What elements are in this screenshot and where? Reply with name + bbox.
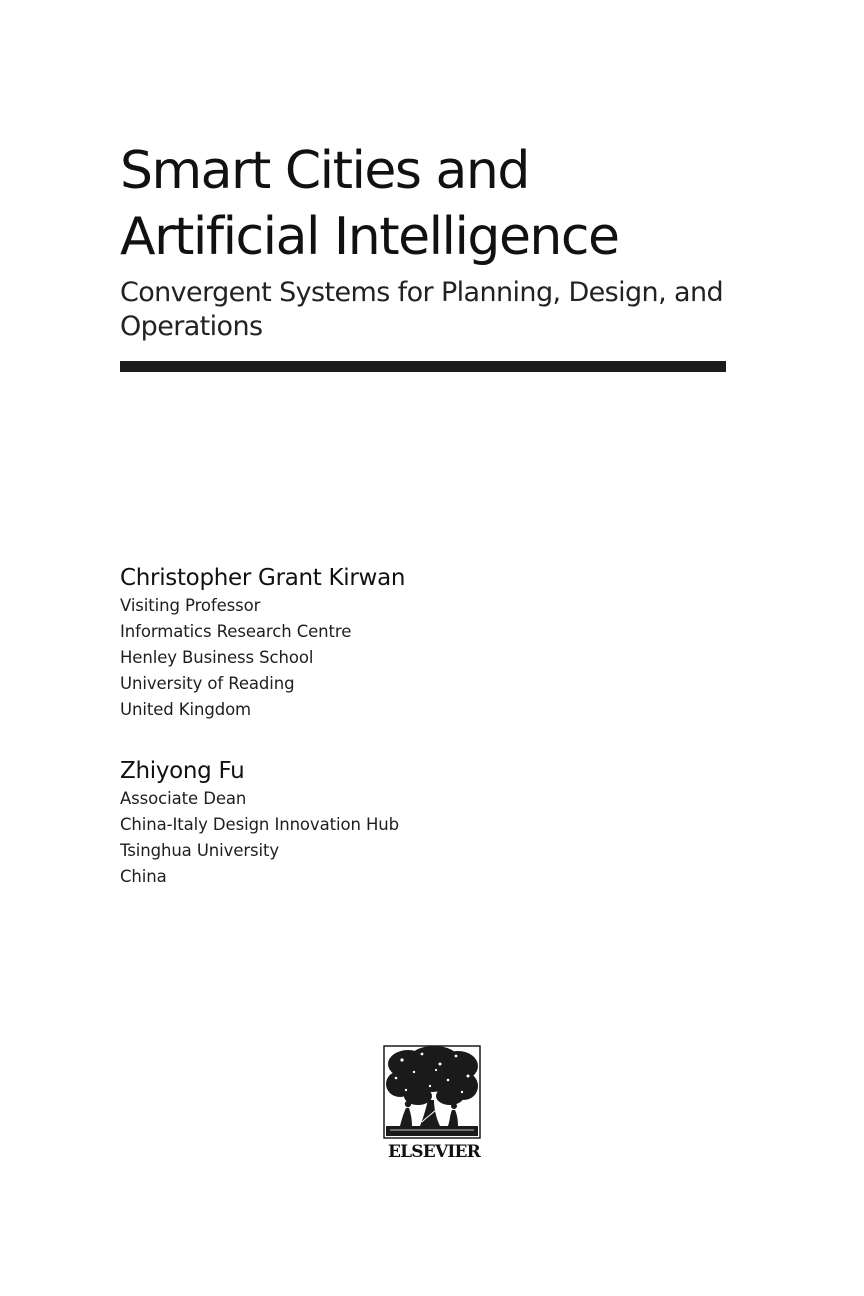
author-name: Christopher Grant Kirwan xyxy=(120,565,406,591)
book-title xyxy=(120,138,760,270)
author-affiliation-line: Tsinghua University xyxy=(120,841,280,860)
author-affiliation-line: China-Italy Design Innovation Hub xyxy=(120,815,399,834)
book-subtitle-line-2: Operations xyxy=(120,311,263,342)
author-affiliation-line: Henley Business School xyxy=(120,648,314,667)
author-affiliation-line: China xyxy=(120,867,167,886)
book-title-line-1: Smart Cities and xyxy=(120,141,529,201)
publisher-name: ELSEVIER xyxy=(388,1142,480,1162)
title-divider xyxy=(120,361,726,372)
author-affiliation-line: Associate Dean xyxy=(120,789,247,808)
author-block-fu xyxy=(120,756,620,890)
author-affiliation-line: Visiting Professor xyxy=(120,596,261,615)
book-subtitle xyxy=(120,276,760,344)
author-affiliation-line: University of Reading xyxy=(120,674,295,693)
book-subtitle-line-1: Convergent Systems for Planning, Design, and xyxy=(120,277,724,308)
author-block-kirwan xyxy=(120,563,620,723)
author-affiliation-line: Informatics Research Centre xyxy=(120,622,352,641)
book-title-line-2: Artificial Intelligence xyxy=(120,207,619,267)
author-name: Zhiyong Fu xyxy=(120,758,245,784)
author-affiliation-line: United Kingdom xyxy=(120,700,252,719)
